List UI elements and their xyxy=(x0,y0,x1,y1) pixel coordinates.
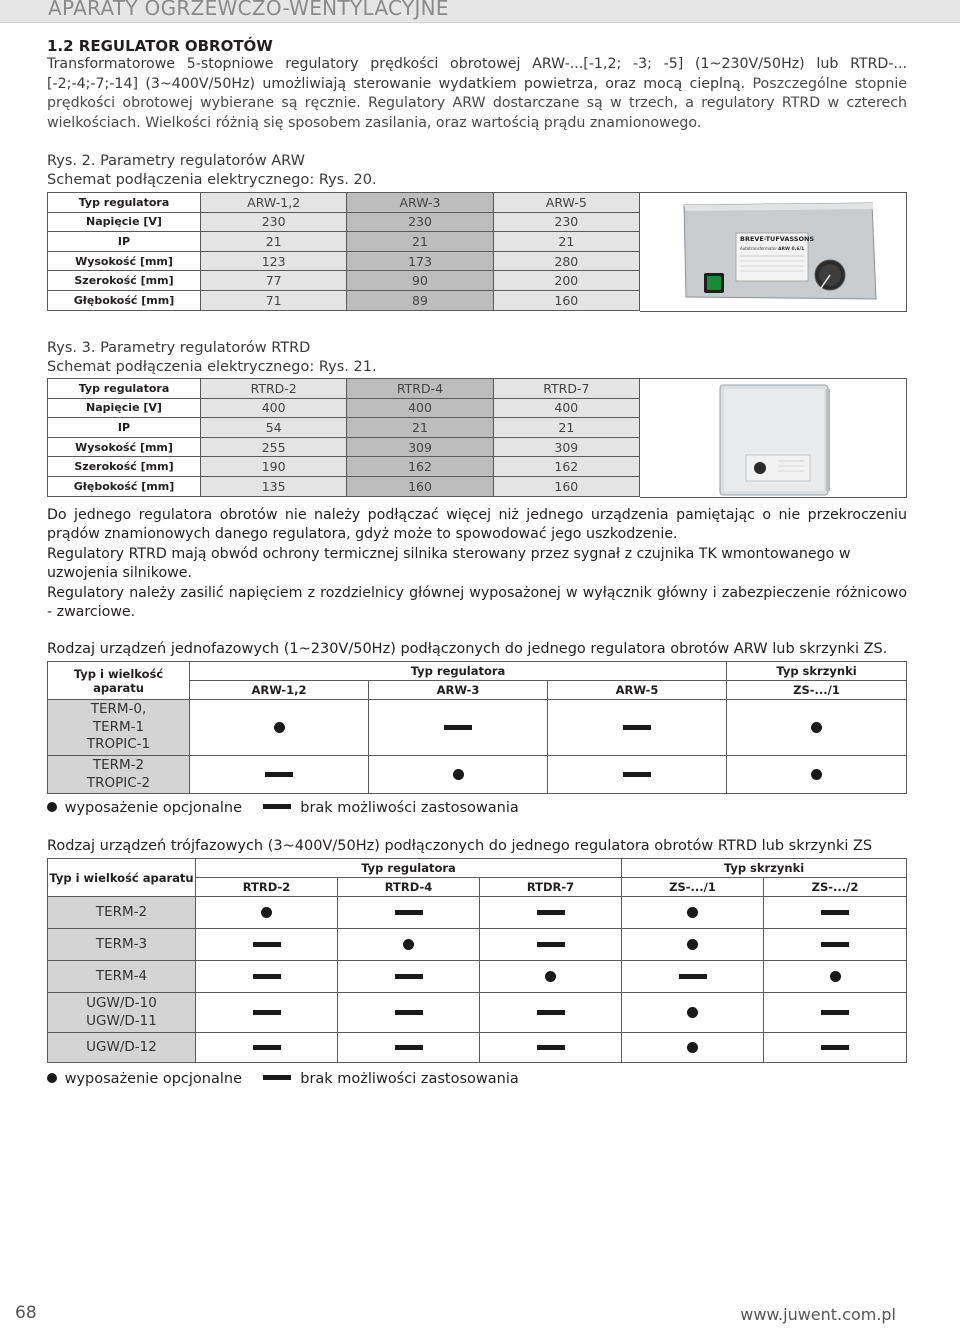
dot-icon xyxy=(830,971,841,982)
device-cell xyxy=(48,1033,196,1063)
dot-icon xyxy=(47,1073,57,1083)
bar-icon xyxy=(265,772,293,777)
power-supply-paragraph: Regulatory należy zasilić napięciem z rozdzielnicy głównej wyposażonej w wyłącznik główny i zabezpieczenie różnicowo - zwarciowe. xyxy=(47,585,907,621)
legend-impossible-label: brak możliwości zastosowania xyxy=(300,1071,519,1087)
dot-icon xyxy=(687,939,698,950)
table-row xyxy=(48,418,640,438)
bar-icon xyxy=(679,974,707,979)
compat-cell xyxy=(727,756,907,794)
compat-cell xyxy=(764,897,907,929)
bar-icon xyxy=(623,725,651,730)
value-cell: 200 xyxy=(493,271,639,291)
row-label: Typ regulatora xyxy=(48,379,201,399)
value-cell: 21 xyxy=(347,232,493,252)
compat-cell xyxy=(727,700,907,756)
table-row xyxy=(48,961,907,993)
compat-cell xyxy=(480,929,622,961)
intro-part-b: Poszczególne stopnie prędkości obrotowej wybierane są ręcznie. Regulatory ARW dostarczane są w trzech, a regulatory RTRD w czterech wielkościach. Wielkości różnią się sposobem zasilania, oraz wartością prądu znamionowego. xyxy=(47,75,907,131)
device-name: UGW/D-11 xyxy=(86,1012,157,1029)
compat-cell xyxy=(190,756,369,794)
arw-photo-brand: BREVE-TUFVASSONS xyxy=(740,235,815,243)
compat-cell xyxy=(622,929,764,961)
row-label: IP xyxy=(48,232,201,252)
table-row xyxy=(48,271,640,291)
value-cell: 162 xyxy=(347,457,493,477)
table-row xyxy=(48,232,640,252)
device-name: TERM-0, xyxy=(90,701,147,718)
tp-header-device: Typ i wielkość aparatu xyxy=(48,859,196,897)
dot-icon xyxy=(47,802,57,812)
rtrd-caption-title: Rys. 3. Parametry regulatorów RTRD xyxy=(47,340,311,356)
value-cell: 21 xyxy=(493,232,639,252)
compat-cell xyxy=(196,929,338,961)
device-cell xyxy=(48,993,196,1033)
row-label: Wysokość [mm] xyxy=(48,251,201,271)
row-label: Typ regulatora xyxy=(48,193,201,213)
compat-cell xyxy=(190,700,369,756)
legend-optional-label: wyposażenie opcjonalne xyxy=(64,800,243,816)
dot-icon xyxy=(687,1042,698,1053)
website-url[interactable]: www.juwent.com.pl xyxy=(740,1305,896,1324)
table-row xyxy=(48,700,907,756)
tp-header-box: Typ skrzynki xyxy=(622,859,907,878)
device-name: TERM-1 xyxy=(92,718,145,735)
intro-paragraph xyxy=(47,55,907,133)
value-cell: 280 xyxy=(493,251,639,271)
value-cell: 54 xyxy=(201,418,347,438)
value-cell: 21 xyxy=(201,232,347,252)
column-header: ARW-5 xyxy=(548,681,727,700)
compat-cell xyxy=(548,700,727,756)
value-cell: 255 xyxy=(201,437,347,457)
value-cell: 160 xyxy=(493,290,639,310)
rtrd-caption xyxy=(47,339,377,377)
compat-cell xyxy=(622,1033,764,1063)
arw-caption-title: Rys. 2. Parametry regulatorów ARW xyxy=(47,153,305,169)
value-cell: ARW-5 xyxy=(493,193,639,213)
value-cell: 400 xyxy=(493,398,639,418)
value-cell: 190 xyxy=(201,457,347,477)
device-cell xyxy=(48,961,196,993)
table-row xyxy=(48,993,907,1033)
column-header: RTDR-7 xyxy=(480,878,622,897)
bar-icon xyxy=(821,1045,849,1050)
value-cell: RTRD-2 xyxy=(201,379,347,399)
arw-regulator-photo xyxy=(640,193,906,311)
compat-cell xyxy=(480,897,622,929)
device-name: UGW/D-12 xyxy=(86,1038,157,1055)
value-cell: 21 xyxy=(493,418,639,438)
single-phase-table xyxy=(47,661,907,794)
row-label: Napięcie [V] xyxy=(48,398,201,418)
bar-icon xyxy=(537,942,565,947)
compat-cell xyxy=(338,1033,480,1063)
value-cell: 230 xyxy=(201,212,347,232)
device-name: TERM-3 xyxy=(95,935,148,952)
arw-params-table xyxy=(47,192,640,311)
bar-icon xyxy=(395,910,423,915)
row-label: Napięcie [V] xyxy=(48,212,201,232)
device-name: TROPIC-1 xyxy=(86,736,151,753)
row-label: Wysokość [mm] xyxy=(48,437,201,457)
value-cell: 160 xyxy=(493,476,639,496)
bar-icon xyxy=(263,1075,291,1080)
section-title: 1.2 REGULATOR OBROTÓW xyxy=(47,37,273,55)
bar-icon xyxy=(253,942,281,947)
dot-icon xyxy=(687,907,698,918)
tp-header-regulator: Typ regulatora xyxy=(196,859,622,878)
compat-cell xyxy=(622,993,764,1033)
table-row xyxy=(48,756,907,794)
value-cell: 400 xyxy=(347,398,493,418)
device-cell xyxy=(48,756,190,794)
value-cell: 309 xyxy=(493,437,639,457)
table-row xyxy=(48,251,640,271)
column-header: ZS-.../1 xyxy=(622,878,764,897)
dot-icon xyxy=(403,939,414,950)
table-row xyxy=(48,457,640,477)
row-label: Szerokość [mm] xyxy=(48,457,201,477)
rtrd-regulator-photo xyxy=(640,379,906,497)
arw-photo-cell xyxy=(640,192,907,312)
three-phase-table xyxy=(47,858,907,1063)
bar-icon xyxy=(395,1045,423,1050)
table-row xyxy=(48,476,640,496)
legend-impossible-label: brak możliwości zastosowania xyxy=(300,800,519,816)
table-row xyxy=(48,212,640,232)
value-cell: RTRD-4 xyxy=(347,379,493,399)
column-header: ARW-1,2 xyxy=(190,681,369,700)
table-row xyxy=(48,379,640,399)
dot-icon xyxy=(261,907,272,918)
compat-cell xyxy=(480,1033,622,1063)
bar-icon xyxy=(444,725,472,730)
value-cell: 400 xyxy=(201,398,347,418)
compat-cell xyxy=(338,897,480,929)
arw-photo-model: ARW 0,6/1 xyxy=(778,247,805,252)
dot-icon xyxy=(811,769,822,780)
compat-cell xyxy=(196,993,338,1033)
table-row xyxy=(48,437,640,457)
bar-icon xyxy=(395,974,423,979)
compat-cell xyxy=(764,1033,907,1063)
compat-cell xyxy=(480,993,622,1033)
bar-icon xyxy=(263,804,291,809)
column-header: RTRD-4 xyxy=(338,878,480,897)
bar-icon xyxy=(537,1045,565,1050)
table-row xyxy=(48,1033,907,1063)
arw-photo-subtitle: Autotransformator xyxy=(740,246,778,251)
value-cell: 173 xyxy=(347,251,493,271)
table-row xyxy=(48,398,640,418)
compat-cell xyxy=(764,961,907,993)
arw-caption xyxy=(47,152,377,190)
compat-cell xyxy=(548,756,727,794)
compat-cell xyxy=(338,993,480,1033)
rtrd-photo-cell xyxy=(640,378,907,498)
rtrd-params-table xyxy=(47,378,640,497)
table-row xyxy=(48,193,640,213)
value-cell: RTRD-7 xyxy=(493,379,639,399)
compat-cell xyxy=(196,961,338,993)
single-phase-title: Rodzaj urządzeń jednofazowych (1~230V/50Hz) podłączonych do jednego regulatora obrotów ARW lub skrzynki ZS. xyxy=(47,641,888,657)
bar-icon xyxy=(821,942,849,947)
rtrd-caption-scheme: Schemat podłączenia elektrycznego: Rys. 21. xyxy=(47,359,377,375)
dot-icon xyxy=(687,1007,698,1018)
compat-cell xyxy=(369,756,548,794)
table-row xyxy=(48,929,907,961)
value-cell: 162 xyxy=(493,457,639,477)
device-name: UGW/D-10 xyxy=(86,995,157,1011)
sp-header-box: Typ skrzynki xyxy=(727,662,907,681)
device-name: TERM-2 xyxy=(95,903,148,920)
compat-cell xyxy=(338,929,480,961)
value-cell: 135 xyxy=(201,476,347,496)
row-label: Głębokość [mm] xyxy=(48,476,201,496)
value-cell: 160 xyxy=(347,476,493,496)
compat-cell xyxy=(622,897,764,929)
intro-part-a: Transformatorowe 5-stopniowe regulatory prędkości obrotowej ARW-...[-1,2; -3; -5] (1~230V/50Hz) lub RTRD-...[-2;-4;-7;-14] (3~400V/50Hz) umożliwiają sterowanie wydatkiem powietrza, oraz mocą cieplną. xyxy=(47,56,907,92)
row-label: Szerokość [mm] xyxy=(48,271,201,291)
compat-cell xyxy=(622,961,764,993)
bar-icon xyxy=(253,1045,281,1050)
legend-single-phase xyxy=(47,800,519,816)
column-header: ZS-.../1 xyxy=(727,681,907,700)
sp-header-regulator: Typ regulatora xyxy=(190,662,727,681)
value-cell: 230 xyxy=(493,212,639,232)
legend-optional-label: wyposażenie opcjonalne xyxy=(64,1071,243,1087)
warning-paragraph: Do jednego regulatora obrotów nie należy podłączać więcej niż jednego urządzenia pamiętając o nie przekroczeniu prądów znamionowych danego regulatora, gdyż może to spowodować jego uszkodzenie. xyxy=(47,507,907,543)
dot-icon xyxy=(811,722,822,733)
arw-caption-scheme: Schemat podłączenia elektrycznego: Rys. 20. xyxy=(47,172,377,188)
value-cell: 89 xyxy=(347,290,493,310)
three-phase-title: Rodzaj urządzeń trójfazowych (3~400V/50Hz) podłączonych do jednego regulatora obrotów RTRD lub skrzynki ZS xyxy=(47,838,873,854)
bar-icon xyxy=(537,910,565,915)
dot-icon xyxy=(453,769,464,780)
device-cell xyxy=(48,929,196,961)
device-name: TERM-4 xyxy=(95,967,148,984)
dot-icon xyxy=(274,722,285,733)
legend-three-phase xyxy=(47,1071,519,1087)
bar-icon xyxy=(623,772,651,777)
sp-header-device: Typ i wielkość aparatu xyxy=(48,662,190,700)
value-cell: ARW-1,2 xyxy=(201,193,347,213)
row-label: IP xyxy=(48,418,201,438)
bar-icon xyxy=(821,1010,849,1015)
value-cell: 123 xyxy=(201,251,347,271)
compat-cell xyxy=(764,993,907,1033)
column-header: ARW-3 xyxy=(369,681,548,700)
column-header: ZS-.../2 xyxy=(764,878,907,897)
compat-cell xyxy=(369,700,548,756)
device-name: TROPIC-2 xyxy=(86,774,151,791)
device-cell xyxy=(48,700,190,756)
page-header-title: APARATY OGRZEWCZO-WENTYLACYJNE xyxy=(48,0,449,20)
compat-cell xyxy=(764,929,907,961)
compat-cell xyxy=(196,897,338,929)
table-row xyxy=(48,290,640,310)
header-band xyxy=(0,0,960,23)
bar-icon xyxy=(395,1010,423,1015)
value-cell: 230 xyxy=(347,212,493,232)
value-cell: 309 xyxy=(347,437,493,457)
bar-icon xyxy=(253,974,281,979)
bar-icon xyxy=(821,910,849,915)
column-header: RTRD-2 xyxy=(196,878,338,897)
value-cell: 90 xyxy=(347,271,493,291)
bar-icon xyxy=(253,1010,281,1015)
compat-cell xyxy=(196,1033,338,1063)
value-cell: 21 xyxy=(347,418,493,438)
row-label: Głębokość [mm] xyxy=(48,290,201,310)
bar-icon xyxy=(537,1010,565,1015)
rtrd-protection-paragraph: Regulatory RTRD mają obwód ochrony termicznej silnika sterowany przez sygnał z czujnika TK wmontowanego w uzwojenia silnikowe. xyxy=(47,546,851,582)
value-cell: ARW-3 xyxy=(347,193,493,213)
dot-icon xyxy=(545,971,556,982)
value-cell: 77 xyxy=(201,271,347,291)
device-cell xyxy=(48,897,196,929)
value-cell: 71 xyxy=(201,290,347,310)
page-number: 68 xyxy=(15,1303,37,1323)
table-row xyxy=(48,897,907,929)
device-name: TERM-2 xyxy=(92,757,145,773)
compat-cell xyxy=(480,961,622,993)
compat-cell xyxy=(338,961,480,993)
